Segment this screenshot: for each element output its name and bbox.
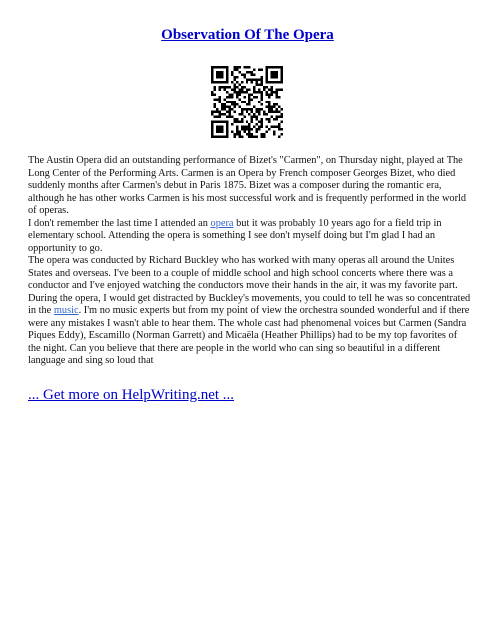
opera-link[interactable]: opera [210,217,234,229]
paragraph-1: The Austin Opera did an outstanding performance of Bizet's "Carmen", on Thursday night, played at The Long Center of the Performing Arts. Carmen is an Opera by French composer Georges Bizet, who died suddenly months after Carmen's debut in Paris 1875. Bizet was a composer during the romantic era, although he has other works Carmen is his most successful work and is frequently performed in the world of operas. [28,155,467,216]
music-link[interactable]: music [53,305,79,316]
paragraph-2: I don't remember the last time I attended an opera but it was probably 10 years ago for a field trip in elementary school. Attending the opera is something I see don't myself doing but I'm glad I had an opportunity to go. [28,217,442,254]
title-link[interactable]: Observation Of The Opera [161,27,334,43]
paragraph-3: The opera was conducted by Richard Buckley who has worked with many operas all around the Unites States and overseas. I've been to a couple of middle school and high school concerts where there was a conductor and I've enjoyed watching the conductors move their hands in the air, it was my favorite part. During the opera, I would get distracted by Buckley's movements, you could to tell he was so concentrated in the music. I'm no music experts but from my point of view the orchestra sounded wonderful and if there were any mistakes I wasn't able to hear them. The whole cast had phenomenal voices but Carmen (Sandra Piques Eddy), Escamillo (Norman Garrett) and Micaëla (Heather Phillips) had to be my top favorites of the night. Can you believe that there are people in the world who can sing so beautiful in a different language and sing so loud that [28,255,471,366]
page-title [0,26,495,44]
get-more-section [28,386,234,404]
get-more-link[interactable]: ... Get more on HelpWriting.net ... [28,387,235,403]
article-body [28,155,472,368]
qr-code-icon [211,66,283,138]
